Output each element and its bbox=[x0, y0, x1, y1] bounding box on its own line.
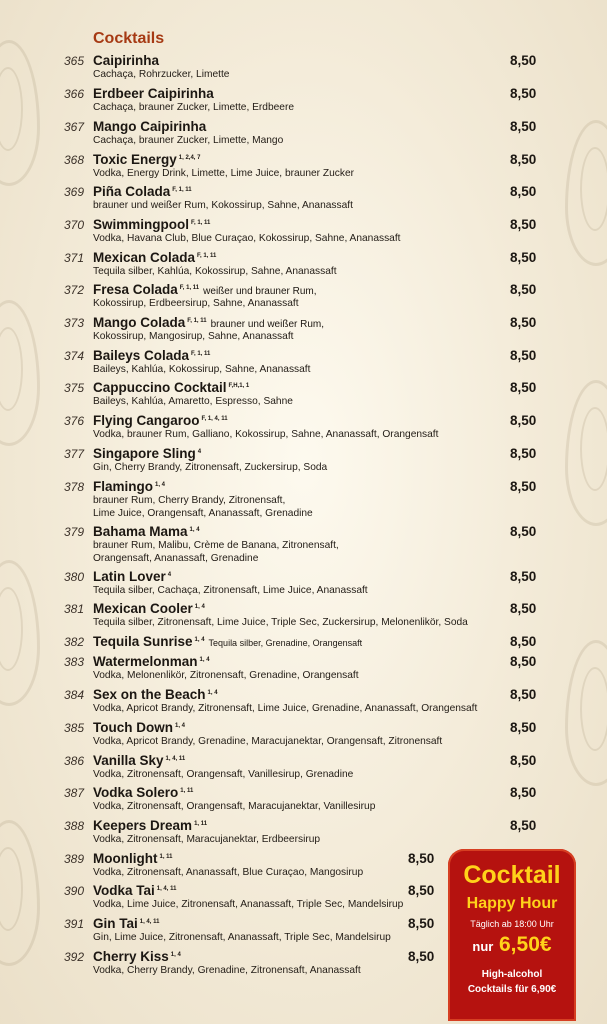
promo-note-line2: Cocktails für 6,90€ bbox=[467, 984, 557, 995]
item-description-line: Baileys, Kahlúa, Kokossirup, Sahne, Ananassaft bbox=[93, 364, 311, 375]
item-name: Sex on the Beach bbox=[93, 687, 206, 702]
item-number: 374 bbox=[64, 349, 85, 363]
item-number: 390 bbox=[64, 884, 85, 898]
item-number: 373 bbox=[64, 316, 85, 330]
item-price: 8,50 bbox=[510, 413, 537, 428]
item-number: 389 bbox=[64, 852, 85, 866]
promo-time: Täglich ab 18:00 Uhr bbox=[470, 919, 554, 929]
item-name: Singapore Sling bbox=[93, 446, 196, 461]
item-description bbox=[93, 617, 468, 630]
item-name-line bbox=[93, 916, 159, 931]
happy-hour-promo-badge bbox=[448, 849, 576, 1021]
item-description-line: Tequila silber, Kahlúa, Kokossirup, Sahne, Ananassaft bbox=[93, 266, 337, 277]
item-number: 371 bbox=[64, 251, 85, 265]
item-allergen-codes: F, 1, 11 bbox=[179, 284, 200, 291]
item-number: 369 bbox=[64, 185, 85, 199]
item-name: Erdbeer Caipirinha bbox=[93, 86, 214, 101]
item-description bbox=[93, 135, 283, 148]
item-price: 8,50 bbox=[510, 53, 537, 68]
item-number: 392 bbox=[64, 950, 85, 964]
item-description-line: Cachaça, brauner Zucker, Limette, Erdbeere bbox=[93, 102, 295, 113]
item-description-line: Vodka, Apricot Brandy, Zitronensaft, Lime Juice, Grenadine, Ananassaft, Orangensaft bbox=[93, 703, 478, 714]
item-number: 372 bbox=[64, 283, 85, 297]
item-allergen-codes: F, 1, 11 bbox=[187, 317, 207, 324]
promo-price-line bbox=[448, 933, 576, 957]
item-name-line bbox=[93, 949, 181, 964]
item-name-line bbox=[93, 524, 200, 539]
item-allergen-codes: 4 bbox=[167, 571, 172, 578]
item-name-line bbox=[93, 86, 214, 101]
item-description-line: brauner Rum, Malibu, Crème de Banana, Zitronensaft, bbox=[93, 540, 339, 551]
item-name: Vanilla Sky bbox=[93, 753, 164, 768]
item-name-line bbox=[93, 818, 207, 833]
item-inline-description: Tequila silber, Grenadine, Orangensaft bbox=[208, 638, 363, 648]
item-description-line: Vodka, Havana Club, Blue Curaçao, Kokossirup, Sahne, Ananassaft bbox=[93, 233, 401, 244]
item-allergen-codes: F, 1, 11 bbox=[191, 219, 211, 226]
item-number: 381 bbox=[64, 602, 85, 616]
item-description-line: Tequila silber, Cachaça, Zitronensaft, Lime Juice, Ananassaft bbox=[93, 585, 368, 596]
promo-price: 6,50€ bbox=[499, 933, 552, 956]
item-name: Vodka Solero bbox=[93, 785, 179, 800]
promo-note-line1: High-alcohol bbox=[481, 969, 543, 980]
item-allergen-codes: 1, 11 bbox=[159, 853, 173, 860]
item-price: 8,50 bbox=[510, 687, 537, 702]
item-name: Mango Caipirinha bbox=[93, 119, 207, 134]
item-number: 367 bbox=[64, 120, 85, 134]
item-description bbox=[93, 396, 293, 409]
item-name-line bbox=[93, 851, 173, 866]
item-description bbox=[93, 801, 375, 814]
section-title: Cocktails bbox=[93, 30, 165, 47]
item-number: 377 bbox=[64, 447, 85, 461]
item-number: 388 bbox=[64, 819, 85, 833]
item-allergen-codes: 1, 4 bbox=[170, 951, 181, 958]
item-name-line bbox=[93, 250, 216, 265]
item-description-line: Lime Juice, Orangensaft, Ananassaft, Grenadine bbox=[93, 507, 313, 519]
item-name: Bahama Mama bbox=[93, 524, 188, 539]
item-description bbox=[93, 540, 339, 565]
item-description bbox=[93, 670, 359, 683]
item-description-line: Vodka, Melonenlikör, Zitronensaft, Grenadine, Orangensaft bbox=[93, 670, 359, 681]
item-description-line: Vodka, Zitronensaft, Ananassaft, Blue Curaçao, Mangosirup bbox=[93, 867, 364, 878]
item-price: 8,50 bbox=[510, 654, 537, 669]
item-name-line bbox=[93, 53, 159, 68]
item-number: 387 bbox=[64, 786, 85, 800]
item-number: 386 bbox=[64, 754, 85, 768]
item-allergen-codes: 1, 4 bbox=[194, 636, 205, 643]
item-description bbox=[93, 168, 354, 181]
item-name: Mexican Colada bbox=[93, 250, 196, 265]
item-name: Toxic Energy bbox=[93, 152, 177, 167]
item-price: 8,50 bbox=[510, 601, 537, 616]
item-price: 8,50 bbox=[510, 446, 537, 461]
item-allergen-codes: 1, 4, 11 bbox=[165, 755, 186, 762]
item-name: Mango Colada bbox=[93, 315, 186, 330]
item-description-line: Gin, Lime Juice, Zitronensaft, Ananassaft, Triple Sec, Mandelsirup bbox=[93, 932, 391, 943]
item-allergen-codes: 1, 4, 11 bbox=[156, 885, 177, 892]
item-description bbox=[93, 102, 294, 115]
item-price: 8,50 bbox=[510, 152, 537, 167]
item-name: Vodka Tai bbox=[93, 883, 155, 898]
item-allergen-codes: 1, 4 bbox=[155, 481, 166, 488]
item-description bbox=[93, 703, 477, 716]
item-name-line bbox=[93, 634, 362, 649]
item-description bbox=[93, 965, 361, 978]
item-name-line bbox=[93, 152, 200, 167]
item-allergen-codes: F,H,1, 1 bbox=[228, 382, 250, 389]
item-description bbox=[93, 585, 368, 598]
promo-title: Cocktail bbox=[463, 861, 561, 889]
item-allergen-codes: 1, 11 bbox=[194, 820, 208, 827]
item-number: 385 bbox=[64, 721, 85, 735]
item-name: Latin Lover bbox=[93, 569, 166, 584]
item-description bbox=[93, 298, 299, 311]
item-description-line: Vodka, Zitronensaft, Orangensaft, Maracujanektar, Vanillesirup bbox=[93, 801, 376, 812]
item-name-line bbox=[93, 479, 165, 494]
item-allergen-codes: 1, 4 bbox=[189, 526, 200, 533]
item-number: 376 bbox=[64, 414, 85, 428]
item-price: 8,50 bbox=[510, 348, 537, 363]
item-price: 8,50 bbox=[510, 380, 537, 395]
item-price: 8,50 bbox=[510, 119, 537, 134]
item-name-line bbox=[93, 315, 324, 330]
item-price: 8,50 bbox=[510, 86, 537, 101]
item-description-line: Vodka, Lime Juice, Zitronensaft, Ananassaft, Triple Sec, Mandelsirup bbox=[93, 899, 404, 910]
item-name: Swimmingpool bbox=[93, 217, 189, 232]
item-price: 8,50 bbox=[510, 818, 537, 833]
item-name: Fresa Colada bbox=[93, 282, 178, 297]
item-description bbox=[93, 899, 403, 912]
item-name: Flying Cangaroo bbox=[93, 413, 200, 428]
item-allergen-codes: F, 1, 4, 11 bbox=[201, 415, 228, 422]
promo-subtitle: Happy Hour bbox=[466, 895, 558, 912]
item-number: 366 bbox=[64, 87, 85, 101]
item-price: 8,50 bbox=[510, 634, 537, 649]
item-description-line: Tequila silber, Zitronensaft, Lime Juice, Triple Sec, Zuckersirup, Melonenlikör, Soda bbox=[93, 617, 468, 628]
item-price: 8,50 bbox=[510, 524, 537, 539]
item-description bbox=[93, 867, 363, 880]
item-number: 370 bbox=[64, 218, 85, 232]
item-number: 375 bbox=[64, 381, 85, 395]
item-number: 382 bbox=[64, 635, 85, 649]
item-description bbox=[93, 69, 229, 82]
item-description bbox=[93, 769, 353, 782]
item-number: 384 bbox=[64, 688, 85, 702]
item-name-line bbox=[93, 687, 218, 702]
item-price: 8,50 bbox=[510, 753, 537, 768]
item-name-line bbox=[93, 380, 249, 395]
item-name: Keepers Dream bbox=[93, 818, 193, 833]
item-number: 383 bbox=[64, 655, 85, 669]
item-name: Cappuccino Cocktail bbox=[93, 380, 227, 395]
item-description-line: Cachaça, Rohrzucker, Limette bbox=[93, 69, 230, 80]
item-description bbox=[93, 364, 310, 377]
item-name: Caipirinha bbox=[93, 53, 160, 68]
item-price: 8,50 bbox=[510, 569, 537, 584]
item-description-line: Kokossirup, Erdbeersirup, Sahne, Ananassaft bbox=[93, 298, 299, 309]
item-allergen-codes: 1, 11 bbox=[180, 787, 194, 794]
item-number: 365 bbox=[64, 54, 85, 68]
item-name-line bbox=[93, 184, 192, 199]
item-description-line: Vodka, Zitronensaft, Orangensaft, Vanillesirup, Grenadine bbox=[93, 769, 354, 780]
item-number: 378 bbox=[64, 480, 85, 494]
item-price: 8,50 bbox=[510, 315, 537, 330]
promo-note bbox=[448, 967, 576, 997]
item-name-line bbox=[93, 569, 171, 584]
item-description-line: Baileys, Kahlúa, Amaretto, Espresso, Sahne bbox=[93, 396, 293, 407]
item-description-line: Orangensaft, Ananassaft, Grenadine bbox=[93, 552, 259, 564]
item-description bbox=[93, 429, 438, 442]
item-price: 8,50 bbox=[510, 217, 537, 232]
item-name: Tequila Sunrise bbox=[93, 634, 193, 649]
item-name-line bbox=[93, 785, 193, 800]
item-name-line bbox=[93, 753, 185, 768]
item-price: 8,50 bbox=[510, 250, 537, 265]
item-description-line: Vodka, brauner Rum, Galliano, Kokossirup, Sahne, Ananassaft, Orangensaft bbox=[93, 429, 439, 440]
item-inline-description: brauner und weißer Rum, bbox=[210, 319, 325, 330]
item-number: 391 bbox=[64, 917, 85, 931]
item-allergen-codes: 1, 4 bbox=[199, 656, 210, 663]
item-price: 8,50 bbox=[510, 785, 537, 800]
item-name-line bbox=[93, 654, 210, 669]
item-name: Baileys Colada bbox=[93, 348, 190, 363]
item-number: 380 bbox=[64, 570, 85, 584]
item-description bbox=[93, 233, 401, 246]
item-name-line bbox=[93, 282, 317, 297]
item-description-line: Gin, Cherry Brandy, Zitronensaft, Zuckersirup, Soda bbox=[93, 462, 328, 473]
item-name: Moonlight bbox=[93, 851, 158, 866]
promo-price-prefix: nur bbox=[472, 939, 494, 954]
item-allergen-codes: F, 1, 11 bbox=[191, 350, 211, 357]
item-description bbox=[93, 736, 442, 749]
item-allergen-codes: F, 1, 11 bbox=[172, 186, 192, 193]
item-name: Gin Tai bbox=[93, 916, 138, 931]
item-description bbox=[93, 932, 391, 945]
item-description-line: brauner und weißer Rum, Kokossirup, Sahne, Ananassaft bbox=[93, 200, 353, 211]
item-description bbox=[93, 200, 353, 213]
item-description bbox=[93, 266, 337, 279]
item-name-line bbox=[93, 217, 210, 232]
item-number: 368 bbox=[64, 153, 85, 167]
item-description-line: Vodka, Zitronensaft, Maracujanektar, Erdbeersirup bbox=[93, 834, 321, 845]
item-description bbox=[93, 462, 327, 475]
item-name: Flamingo bbox=[93, 479, 153, 494]
item-name-line bbox=[93, 413, 228, 428]
item-name: Cherry Kiss bbox=[93, 949, 169, 964]
item-description bbox=[93, 331, 293, 344]
item-name: Touch Down bbox=[93, 720, 173, 735]
item-price: 8,50 bbox=[510, 184, 537, 199]
item-description-line: brauner Rum, Cherry Brandy, Zitronensaft, bbox=[93, 495, 286, 506]
item-number: 379 bbox=[64, 525, 85, 539]
item-name-line bbox=[93, 348, 210, 363]
item-description-line: Kokossirup, Mangosirup, Sahne, Ananassaft bbox=[93, 331, 294, 342]
item-allergen-codes: 1, 4 bbox=[207, 689, 218, 696]
item-price: 8,50 bbox=[510, 479, 537, 494]
item-name-line bbox=[93, 601, 205, 616]
item-name-line bbox=[93, 446, 201, 461]
item-allergen-codes: 4 bbox=[197, 448, 202, 455]
item-price: 8,50 bbox=[408, 916, 435, 931]
item-price: 8,50 bbox=[408, 851, 435, 866]
item-description-line: Vodka, Apricot Brandy, Grenadine, Maracujanektar, Orangensaft, Zitronensaft bbox=[93, 736, 443, 747]
item-name-line bbox=[93, 720, 185, 735]
item-description bbox=[93, 834, 320, 847]
item-allergen-codes: F, 1, 11 bbox=[197, 252, 217, 259]
item-price: 8,50 bbox=[510, 282, 537, 297]
item-description-line: Cachaça, brauner Zucker, Limette, Mango bbox=[93, 135, 284, 146]
item-allergen-codes: 1, 4 bbox=[175, 722, 186, 729]
item-name-line bbox=[93, 883, 176, 898]
item-price: 8,50 bbox=[510, 720, 537, 735]
item-allergen-codes: 1, 4 bbox=[194, 603, 205, 610]
item-price: 8,50 bbox=[408, 949, 435, 964]
item-inline-description: weißer und brauner Rum, bbox=[203, 286, 317, 297]
item-allergen-codes: 1, 4, 11 bbox=[139, 918, 160, 925]
item-description-line: Vodka, Energy Drink, Limette, Lime Juice, brauner Zucker bbox=[93, 168, 355, 179]
item-price: 8,50 bbox=[408, 883, 435, 898]
item-description-line: Vodka, Cherry Brandy, Grenadine, Zitronensaft, Ananassaft bbox=[93, 965, 361, 976]
item-name: Watermelonman bbox=[93, 654, 198, 669]
item-name: Mexican Cooler bbox=[93, 601, 193, 616]
item-name: Piña Colada bbox=[93, 184, 171, 199]
item-allergen-codes: 1, 2,4, 7 bbox=[178, 154, 201, 161]
item-description bbox=[93, 495, 313, 520]
item-name-line bbox=[93, 119, 206, 134]
